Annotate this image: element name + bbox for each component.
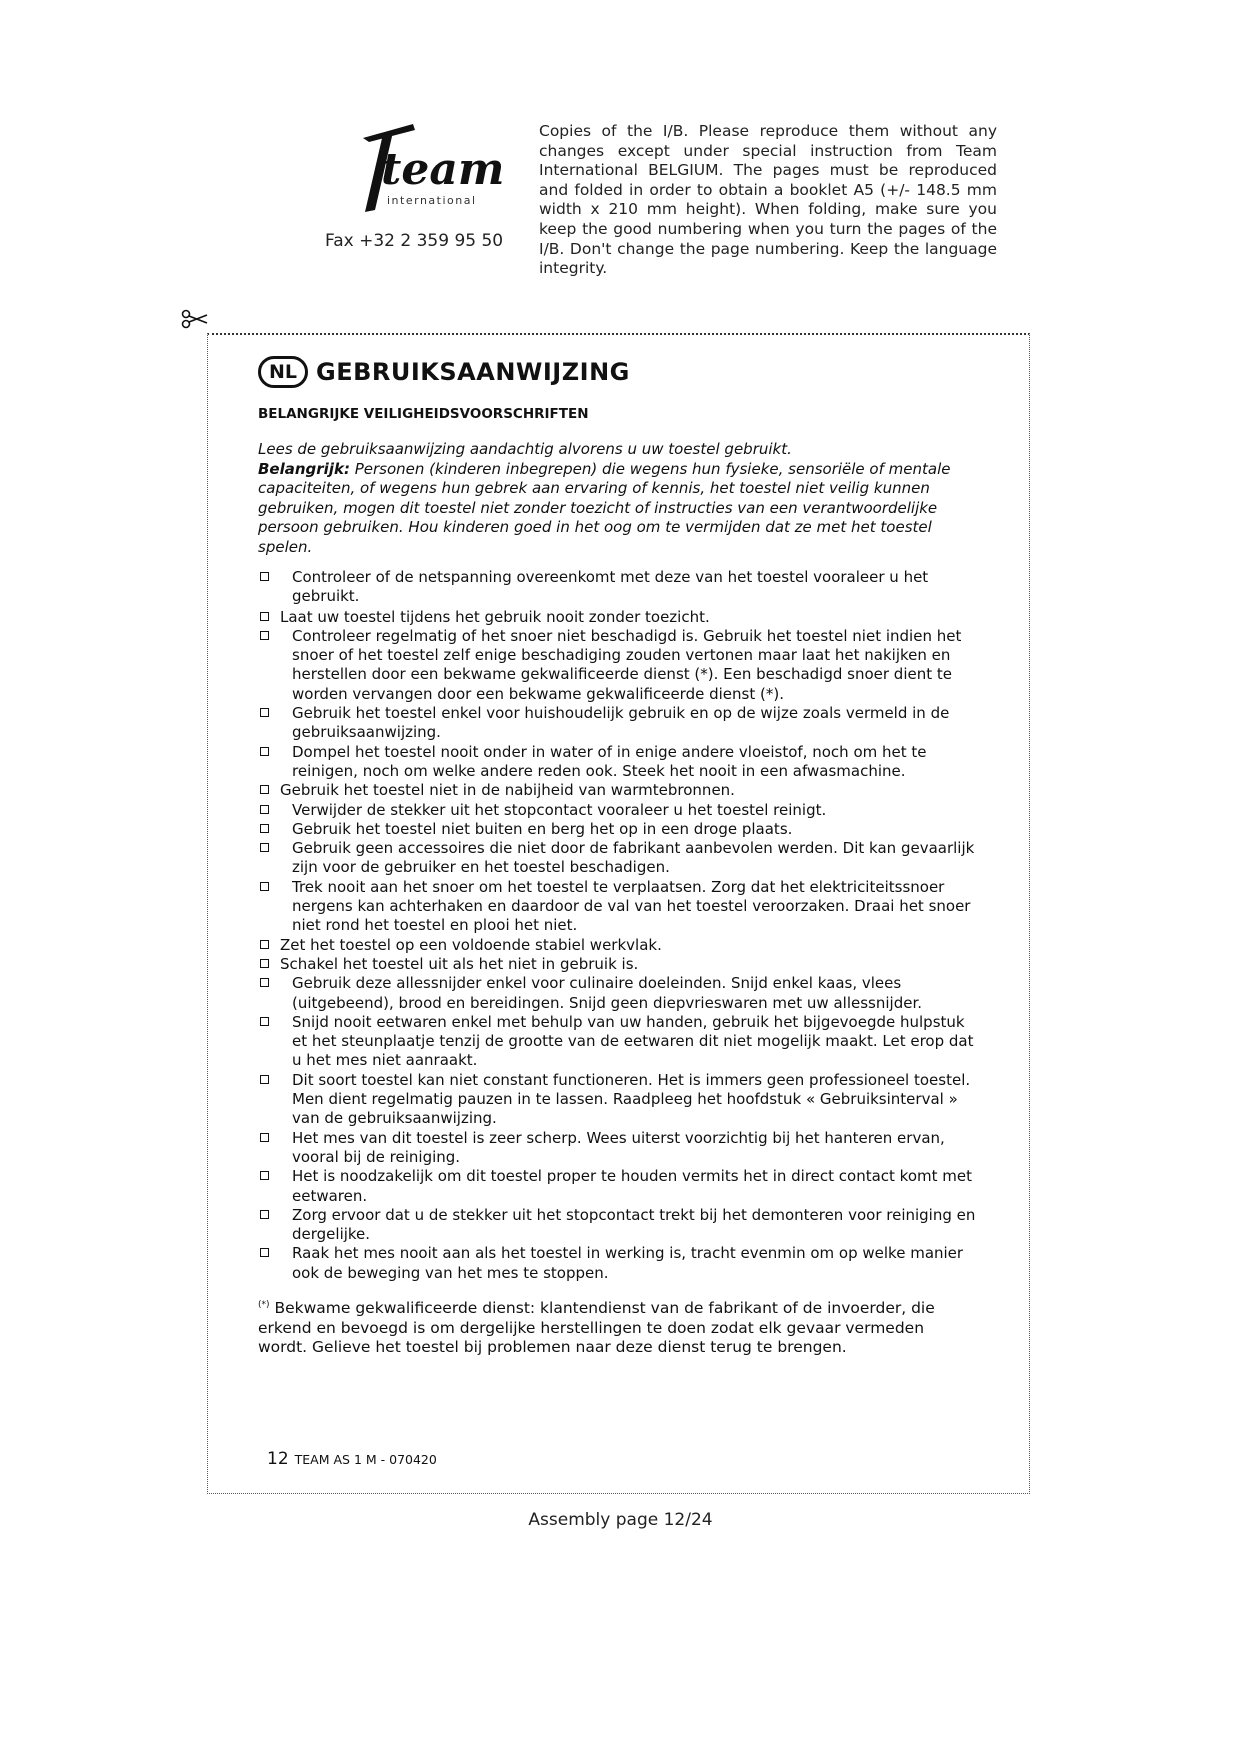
checkbox-icon <box>260 959 269 968</box>
checkbox-icon <box>260 805 269 814</box>
list-item: Het is noodzakelijk om dit toestel proper te houden vermits het in direct contact komt met eetwaren. <box>258 1167 978 1206</box>
copies-note: Copies of the I/B. Please reproduce them without any changes except under special instruction from Team International BELGIUM. The pages must be reproduced and folded in order to obtain a booklet A5 (+/- 148.5 mm width x 210 mm height). When folding, make sure you keep the good numbering when you turn the pages of the I/B. Don't change the page numbering. Keep the language integrity. <box>539 122 997 278</box>
list-item: Dompel het toestel nooit onder in water of in enige andere vloeistof, noch om het te reinigen, noch om welke andere reden ook. Steek het nooit in een afwasmachine. <box>258 743 978 782</box>
list-item: Controleer regelmatig of het snoer niet beschadigd is. Gebruik het toestel niet indien het snoer of het toestel zelf enige beschadiging zouden vertonen maar laat het nakijken en herstellen door een bekwame gekwalificeerde dienst (*). Een beschadigd snoer dient te worden vervangen door een bekwame gekwalificeerde dienst (*). <box>258 627 978 704</box>
logo-subtext: international <box>387 194 477 207</box>
list-item: Snijd nooit eetwaren enkel met behulp van uw handen, gebruik het bijgevoegde hulpstuk et het steunplaatje tenzij de grootte van de eetwaren dit niet mogelijk maakt. Let erop dat u het mes niet aanraakt. <box>258 1013 978 1071</box>
list-item: Dit soort toestel kan niet constant functioneren. Het is immers geen professioneel toestel. Men dient regelmatig pauzen in te lassen. Raadpleeg het hoofdstuk « Gebruiksinterval » van de gebruiksaanwijzing. <box>258 1071 978 1129</box>
manual-heading <box>258 352 630 392</box>
checkbox-icon <box>260 1210 269 1219</box>
intro-line: Lees de gebruiksaanwijzing aandachtig alvorens u uw toestel gebruikt. <box>258 440 792 458</box>
checkbox-icon <box>260 824 269 833</box>
important-note <box>258 460 958 558</box>
checkbox-icon <box>260 940 269 949</box>
important-label: Belangrijk: <box>258 459 350 478</box>
scissors-icon <box>181 308 209 330</box>
manual-title: GEBRUIKSAANWIJZING <box>316 358 630 386</box>
checkbox-icon <box>260 1171 269 1180</box>
language-badge: NL <box>258 356 308 388</box>
list-item: Verwijder de stekker uit het stopcontact vooraleer u het toestel reinigt. <box>258 801 978 820</box>
checkbox-icon <box>260 572 269 581</box>
list-item: Laat uw toestel tijdens het gebruik nooit zonder toezicht. <box>258 608 978 627</box>
list-item: Het mes van dit toestel is zeer scherp. Wees uiterst voorzichtig bij het hanteren ervan, vooral bij de reiniging. <box>258 1129 978 1168</box>
checkbox-icon <box>260 785 269 794</box>
team-international-logo <box>345 118 505 218</box>
checkbox-icon <box>260 631 269 640</box>
checkbox-icon <box>260 1017 269 1026</box>
checkbox-icon <box>260 708 269 717</box>
list-item: Gebruik het toestel enkel voor huishoudelijk gebruik en op de wijze zoals vermeld in de gebruiksaanwijzing. <box>258 704 978 743</box>
logo-wordmark: team <box>381 144 505 195</box>
checkbox-icon <box>260 1248 269 1257</box>
safety-rules-list <box>258 568 978 1283</box>
intro-paragraph <box>258 440 958 557</box>
checkbox-icon <box>260 1133 269 1142</box>
checkbox-icon <box>260 612 269 621</box>
safety-subtitle: BELANGRIJKE VEILIGHEIDSVOORSCHRIFTEN <box>258 406 589 422</box>
page-number: 12 <box>267 1449 289 1469</box>
list-item: Schakel het toestel uit als het niet in gebruik is. <box>258 955 978 974</box>
fax-number: Fax +32 2 359 95 50 <box>325 231 504 251</box>
footnote-text: Bekwame gekwalificeerde dienst: klantendienst van de fabrikant of de invoerder, die erkend en bevoegd is om dergelijke herstellingen te doen zodat elk gevaar vermeden wordt. Gelieve het toestel bij problemen naar deze dienst terug te brengen. <box>258 1299 935 1357</box>
list-item: Gebruik deze allessnijder enkel voor culinaire doeleinden. Snijd enkel kaas, vlees (uitgebeend), brood en bereidingen. Snijd geen diepvrieswaren met uw allessnijder. <box>258 974 978 1013</box>
list-item: Gebruik geen accessoires die niet door de fabrikant aanbevolen werden. Dit kan gevaarlijk zijn voor de gebruiker en het toestel beschadigen. <box>258 839 978 878</box>
footnote-mark: (*) <box>258 1300 270 1310</box>
page-footer <box>267 1449 437 1469</box>
list-item: Controleer of de netspanning overeenkomt met deze van het toestel vooraleer u het gebruikt. <box>258 568 978 607</box>
list-item: Zet het toestel op een voldoende stabiel werkvlak. <box>258 936 978 955</box>
checkbox-icon <box>260 747 269 756</box>
list-item: Trek nooit aan het snoer om het toestel te verplaatsen. Zorg dat het elektriciteitssnoer nergens kan achterhaken en daardoor de val van het toestel veroorzaken. Draai het snoer niet rond het toestel en plooi het niet. <box>258 878 978 936</box>
checkbox-icon <box>260 978 269 987</box>
checkbox-icon <box>260 843 269 852</box>
checkbox-icon <box>260 1075 269 1084</box>
checkbox-icon <box>260 882 269 891</box>
list-item: Zorg ervoor dat u de stekker uit het stopcontact trekt bij het demonteren voor reiniging en dergelijke. <box>258 1206 978 1245</box>
document-code: TEAM AS 1 M - 070420 <box>294 1452 437 1467</box>
footnote <box>258 1296 978 1358</box>
list-item: Raak het mes nooit aan als het toestel in werking is, tracht evenmin om op welke manier ook de beweging van het mes te stoppen. <box>258 1244 978 1283</box>
list-item: Gebruik het toestel niet buiten en berg het op in een droge plaats. <box>258 820 978 839</box>
list-item: Gebruik het toestel niet in de nabijheid van warmtebronnen. <box>258 781 978 800</box>
assembly-page-label: Assembly page 12/24 <box>528 1510 713 1530</box>
important-text: Personen (kinderen inbegrepen) die wegens hun fysieke, sensoriële of mentale capaciteiten, of wegens hun gebrek aan ervaring of kennis, het toestel niet veilig kunnen gebruiken, mogen dit toestel niet zonder toezicht of instructies van een verantwoordelijke persoon gebruiken. Hou kinderen goed in het oog om te vermijden dat ze met het toestel spelen. <box>258 459 951 556</box>
